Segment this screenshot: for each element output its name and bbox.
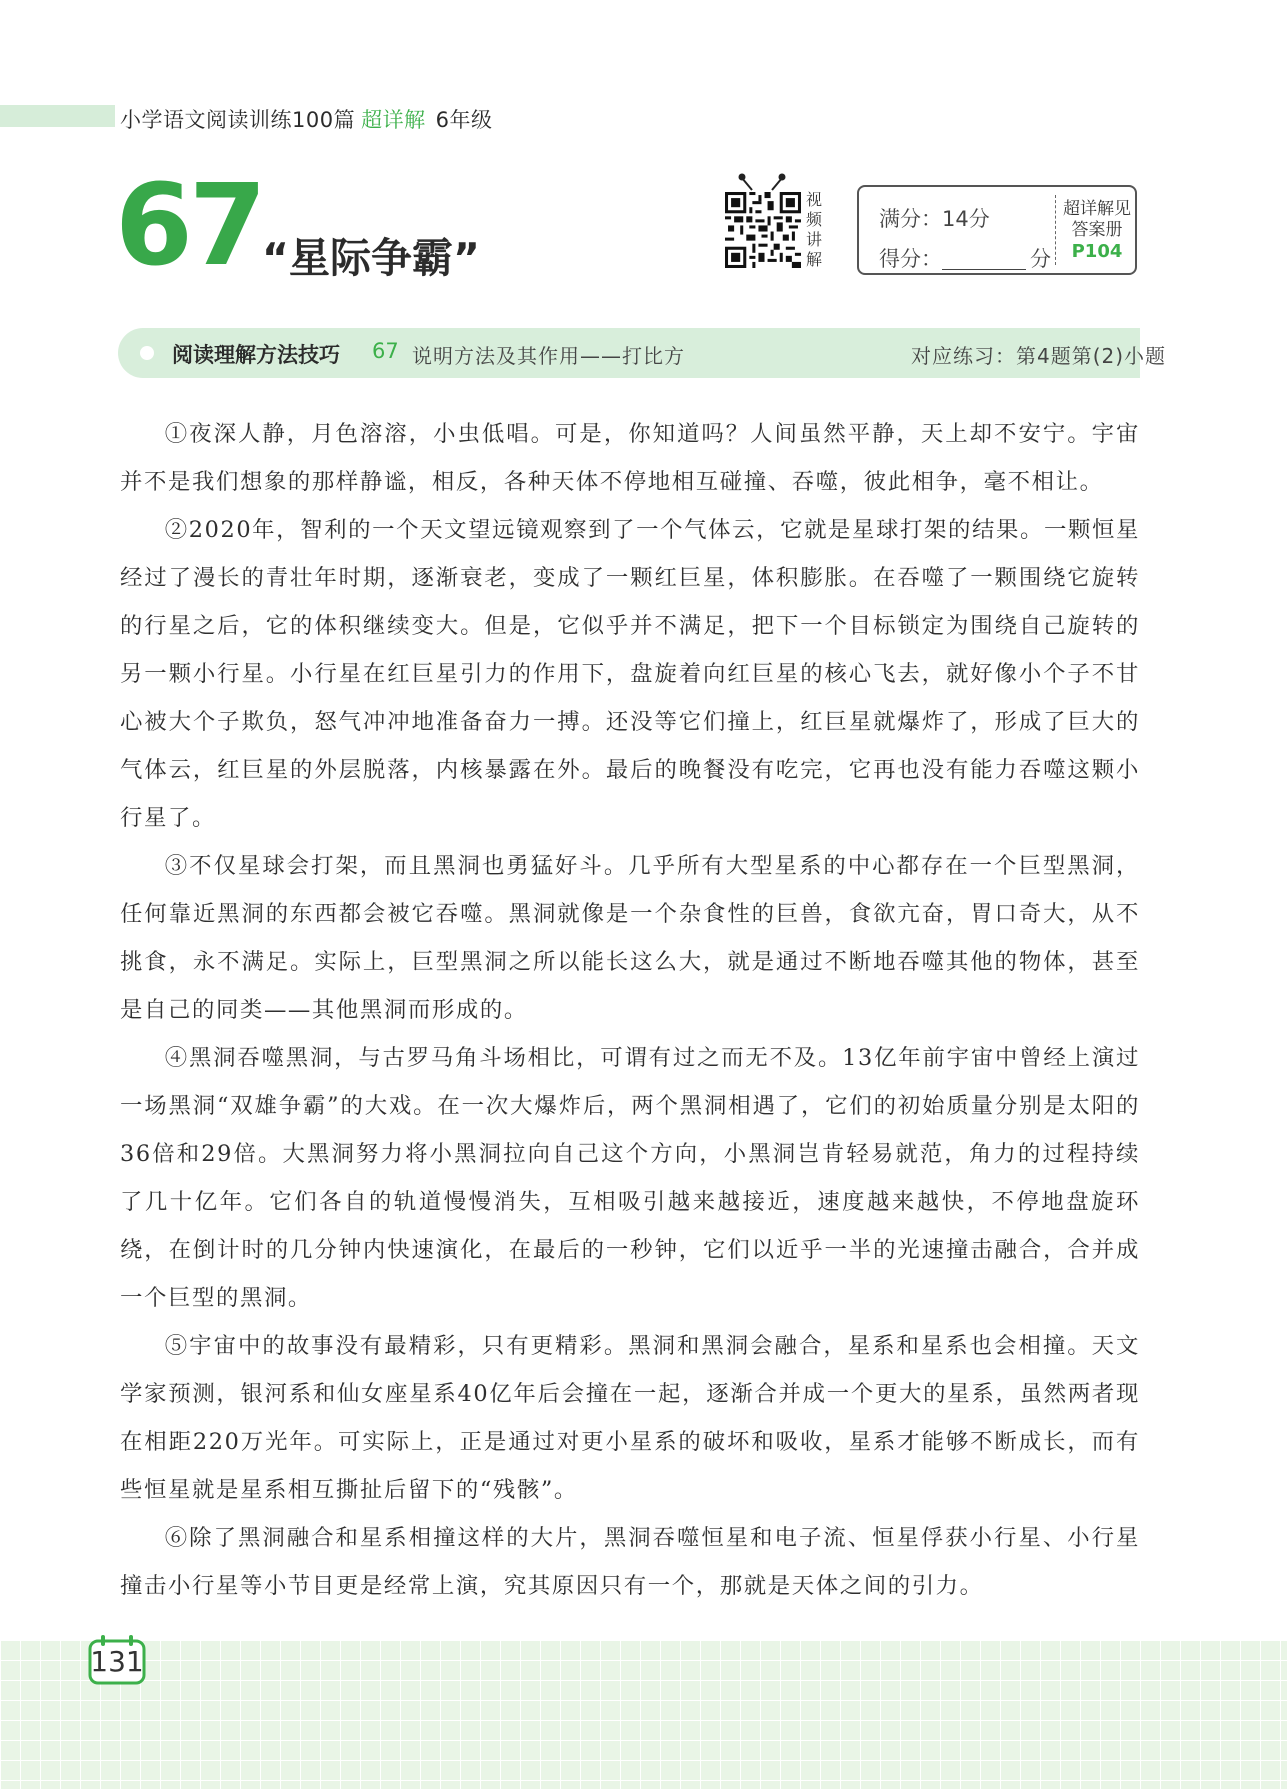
qr-label-char: 解	[806, 250, 823, 269]
footer-grid-background	[0, 1640, 1287, 1789]
earned-label: 得分：	[879, 247, 942, 271]
paragraph-5: ⑤宇宙中的故事没有最精彩，只有更精彩。黑洞和黑洞会融合，星系和星系也会相撞。天文学家预测，银河系和仙女座星系40亿年后会撞在一起，逐渐合并成一个更大的星系，虽然两者现在相距220万光年。可实际上，正是通过对更小星系的破坏和吸收，星系才能够不断成长，而有些恒星就是星系相互撕扯后留下的“残骸”。	[120, 1333, 1140, 1503]
score-card	[857, 185, 1137, 275]
qr-label-char: 频	[806, 210, 823, 229]
earned-score-blank[interactable]	[942, 247, 1026, 270]
score-left	[879, 199, 1051, 279]
page-number: 131	[90, 1645, 144, 1678]
tip-method: 说明方法及其作用——打比方	[412, 344, 685, 368]
tip-number: 67	[372, 339, 399, 363]
tip-label: 阅读理解方法技巧	[172, 343, 340, 367]
qr-label	[806, 190, 826, 270]
answer-page: P104	[1071, 241, 1123, 262]
header-band	[0, 105, 115, 127]
tip-practice: 对应练习：第4题第(2)小题	[911, 344, 1167, 368]
video-qr-block[interactable]	[722, 172, 822, 276]
lesson-number: 67	[115, 161, 263, 291]
book-title: 小学语文阅读训练100篇	[120, 108, 356, 132]
earned-unit: 分	[1030, 247, 1051, 271]
article-body	[120, 410, 1140, 1610]
score-divider	[1055, 195, 1056, 265]
book-header	[120, 104, 492, 130]
answer-reference	[1059, 199, 1135, 262]
paragraph-2: ②2020年，智利的一个天文望远镜观察到了一个气体云，它就是星球打架的结果。一颗恒星经过了漫长的青壮年时期，逐渐衰老，变成了一颗红巨星，体积膨胀。在吞噬了一颗围绕它旋转的行星之后，它的体积继续变大。但是，它似乎并不满足，把下一个目标锁定为围绕自己旋转的另一颗小行星。小行星在红巨星引力的作用下，盘旋着向红巨星的核心飞去，就好像小个子不甘心被大个子欺负，怒气冲冲地准备奋力一搏。还没等它们撞上，红巨星就爆炸了，形成了巨大的气体云，红巨星的外层脱落，内核暴露在外。最后的晚餐没有吃完，它再也没有能力吞噬这颗小行星了。	[120, 517, 1140, 831]
paragraph-6: ⑥除了黑洞融合和星系相撞这样的大片，黑洞吞噬恒星和电子流、恒星俘获小行星、小行星撞击小行星等小节目更是经常上演，究其原因只有一个，那就是天体之间的引力。	[120, 1525, 1140, 1599]
answer-line1: 超详解见	[1063, 199, 1131, 219]
bullet-dot-icon	[140, 346, 154, 360]
full-marks: 满分：14分	[879, 207, 990, 231]
qr-code-icon[interactable]	[725, 192, 801, 268]
qr-label-char: 讲	[806, 230, 823, 249]
paragraph-3: ③不仅星球会打架，而且黑洞也勇猛好斗。几乎所有大型星系的中心都存在一个巨型黑洞，任何靠近黑洞的东西都会被它吞噬。黑洞就像是一个杂食性的巨兽，食欲亢奋，胃口奇大，从不挑食，永不满足。实际上，巨型黑洞之所以能长这么大，就是通过不断地吞噬其他的物体，甚至是自己的同类——其他黑洞而形成的。	[120, 853, 1140, 1023]
qr-label-char: 视	[806, 190, 823, 209]
method-tip-bar	[118, 328, 1167, 378]
answer-line2: 答案册	[1071, 220, 1123, 240]
paragraph-1: ①夜深人静，月色溶溶，小虫低唱。可是，你知道吗？人间虽然平静，天上却不安宁。宇宙并不是我们想象的那样静谧，相反，各种天体不停地相互碰撞、吞噬，彼此相争，毫不相让。	[120, 421, 1140, 495]
book-grade: 6年级	[435, 108, 493, 132]
book-highlight: 超详解	[361, 108, 426, 132]
paragraph-4: ④黑洞吞噬黑洞，与古罗马角斗场相比，可谓有过之而无不及。13亿年前宇宙中曾经上演过一场黑洞“双雄争霸”的大戏。在一次大爆炸后，两个黑洞相遇了，它们的初始质量分别是太阳的36倍和29倍。大黑洞努力将小黑洞拉向自己这个方向，小黑洞岂肯轻易就范，角力的过程持续了几十亿年。它们各自的轨道慢慢消失，互相吸引越来越接近，速度越来越快，不停地盘旋环绕，在倒计时的几分钟内快速演化，在最后的一秒钟，它们以近乎一半的光速撞击融合，合并成一个巨型的黑洞。	[120, 1045, 1140, 1311]
lesson-title: “星际争霸”	[262, 234, 480, 282]
earned-score-row	[879, 239, 1051, 279]
